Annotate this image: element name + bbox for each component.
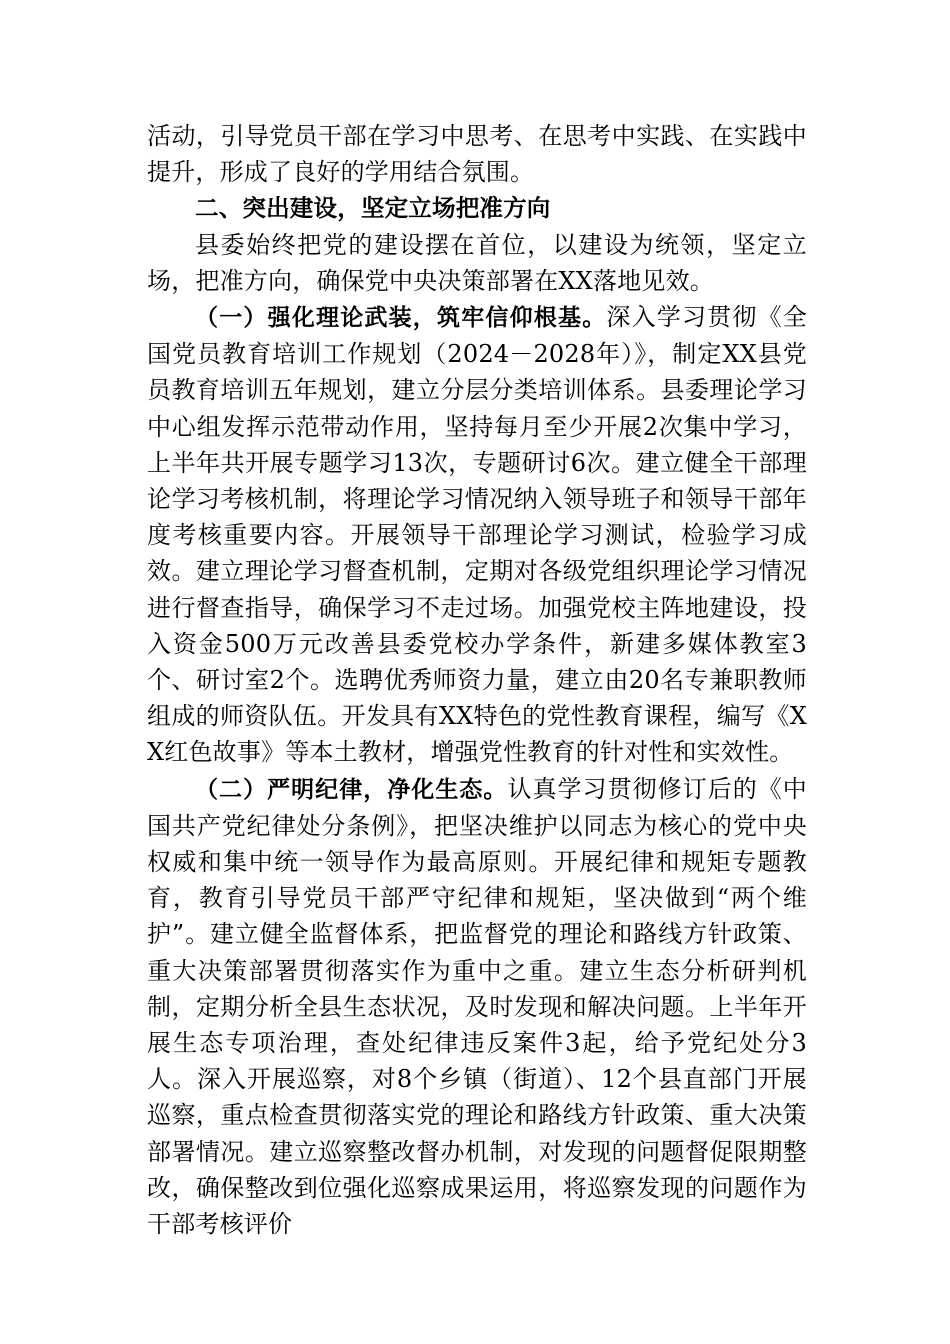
subsection-1-paragraph (147, 299, 807, 771)
subsection-1-body: 深入学习贯彻《全国党员教育培训工作规划（2024－2028年）》，制定XX县党员教育培训五年规划，建立分层分类培训体系。县委理论学习中心组发挥示范带动作用，坚持每月至少开展2次集中学习，上半年共开展专题学习13次，专题研讨6次。建立健全干部理论学习考核机制，将理论学习情况纳入领导班子和领导干部年度考核重要内容。开展领导干部理论学习测试，检验学习成效。建立理论学习督查机制，定期对各级党组织理论学习情况进行督查指导，确保学习不走过场。加强党校主阵地建设，投入资金500万元改善县委党校办学条件，新建多媒体教室3个、研讨室2个。选聘优秀师资力量，建立由20名专兼职教师组成的师资队伍。开发具有XX特色的党性教育课程，编写《XX红色故事》等本土教材，增强党性教育的针对性和实效性。 (147, 303, 807, 767)
subsection-1-title: （一）强化理论武装，筑牢信仰根基。 (195, 305, 607, 332)
continued-paragraph: 活动，引导党员干部在学习中思考、在思考中实践、在实践中提升，形成了良好的学用结合氛围。 (147, 122, 807, 187)
intro-paragraph: 县委始终把党的建设摆在首位，以建设为统领，坚定立场，把准方向，确保党中央决策部署在XX落地见效。 (147, 230, 807, 295)
subsection-2-paragraph (147, 771, 807, 1243)
subsection-2-body: 认真学习贯彻修订后的《中国共产党纪律处分条例》，把坚决维护以同志为核心的党中央权威和集中统一领导作为最高原则。开展纪律和规矩专题教育，教育引导党员干部严守纪律和规矩，坚决做到“两个维护”。建立健全监督体系，把监督党的理论和路线方针政策、重大决策部署贯彻落实作为重中之重。建立生态分析研判机制，定期分析全县生态状况，及时发现和解决问题。上半年开展生态专项治理，查处纪律违反案件3起，给予党纪处分3人。深入开展巡察，对8个乡镇（街道）、12个县直部门开展巡察，重点检查贯彻落实党的理论和路线方针政策、重大决策部署情况。建立巡察整改督办机制，对发现的问题督促限期整改，确保整改到位强化巡察成果运用，将巡察发现的问题作为干部考核评价 (147, 774, 807, 1239)
document-page (147, 118, 807, 1242)
section-heading: 二、突出建设，坚定立场把准方向 (195, 194, 551, 223)
subsection-2-title: （二）严明纪律，净化生态。 (195, 776, 508, 803)
